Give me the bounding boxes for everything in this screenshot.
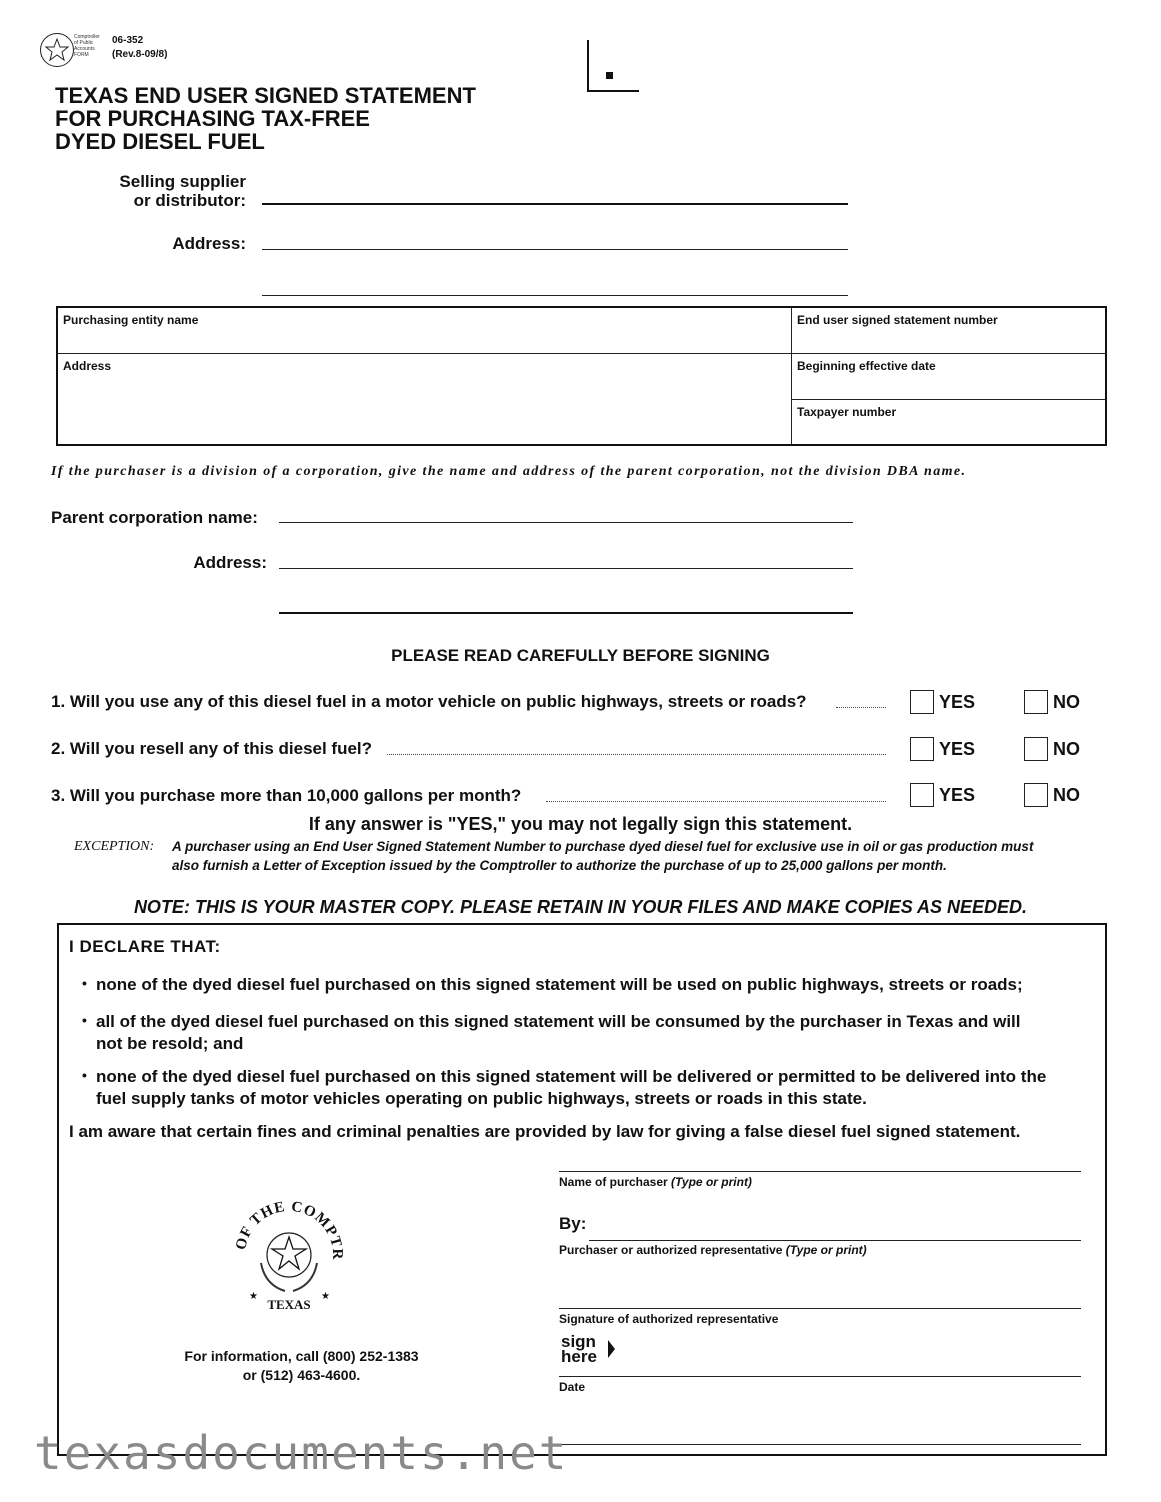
question-2-no-checkbox[interactable] [1024, 737, 1048, 761]
question-3-no-checkbox[interactable] [1024, 783, 1048, 807]
declaration-heading: I DECLARE THAT: [69, 937, 221, 956]
question-3-leader [546, 801, 886, 802]
exception-label: EXCEPTION: [74, 839, 155, 854]
question-2-text: 2. Will you resell any of this diesel fuel? [51, 739, 373, 758]
statement-number-field[interactable] [792, 330, 1104, 352]
seal-ring-text: OF THE COMPTR [233, 1198, 346, 1261]
supplier-name-field[interactable] [262, 203, 848, 205]
sign-here-arrow-icon [608, 1340, 615, 1358]
parent-address-field-1[interactable] [279, 568, 853, 569]
question-1-text: 1. Will you use any of this diesel fuel in a motor vehicle on public highways, streets or roads? [51, 692, 807, 711]
question-2-leader [387, 754, 886, 755]
taxpayer-number-label: Taxpayer number [797, 405, 897, 419]
penalty-awareness: I am aware that certain fines and criminal penalties are provided by law for giving a false diesel fuel signed statement. [69, 1122, 1021, 1141]
parent-name-field[interactable] [279, 522, 853, 523]
date-field[interactable] [559, 1376, 1081, 1377]
taxpayer-number-field[interactable] [792, 422, 1104, 442]
entity-box [56, 306, 1107, 446]
question-2-no-label: NO [1053, 739, 1080, 759]
representative-name-label: Purchaser or authorized representative (Type or print) [559, 1243, 867, 1257]
parent-name-label: Parent corporation name: [51, 508, 258, 527]
statement-number-label: End user signed statement number [797, 313, 998, 327]
question-1-yes-checkbox[interactable] [910, 690, 934, 714]
sign-here-marker: sign here [561, 1332, 597, 1366]
yes-warning: If any answer is "YES," you may not legally sign this statement. [308, 814, 853, 834]
supplier-address-label: Address: [172, 234, 246, 253]
question-3-no-label: NO [1053, 785, 1080, 805]
signature-field[interactable] [559, 1308, 1081, 1309]
registration-square [606, 72, 613, 79]
seal-right-star-icon: ★ [321, 1291, 330, 1302]
contact-info: For information, call (800) 252-1383 or (512) 463-4600. [184, 1348, 419, 1383]
entity-divider-row2 [791, 399, 1105, 400]
seal-emblem-icon [227, 1193, 351, 1317]
bottom-rule [559, 1444, 1081, 1445]
question-3-yes-checkbox[interactable] [910, 783, 934, 807]
question-2-yes-checkbox[interactable] [910, 737, 934, 761]
form-revision: (Rev.8-09/8) [112, 49, 168, 60]
question-1-no-checkbox[interactable] [1024, 690, 1048, 714]
exception-line-2: also furnish a Letter of Exception issued by the Comptroller to authorize the purchase of up to 25,000 gallons per month. [172, 858, 947, 873]
entity-address-label: Address [63, 359, 112, 373]
star-icon [41, 34, 73, 66]
agency-name: Comptroller of Public Accounts FORM [74, 34, 100, 58]
instructions-heading: PLEASE READ CAREFULLY BEFORE SIGNING [391, 646, 770, 665]
site-watermark: texasdocuments.net [34, 1426, 569, 1480]
effective-date-field[interactable] [792, 376, 1104, 398]
declaration-bullet-1: • none of the dyed diesel fuel purchased on this signed statement will be used on public highways, streets or roads; [96, 974, 1023, 996]
master-copy-note: NOTE: THIS IS YOUR MASTER COPY. PLEASE RETAIN IN YOUR FILES AND MAKE COPIES AS NEEDED. [133, 897, 1028, 917]
form-number: 06-352 [112, 35, 144, 46]
by-label: By: [559, 1214, 587, 1233]
representative-name-field[interactable] [589, 1240, 1081, 1241]
seal-state-text: TEXAS [267, 1297, 311, 1312]
effective-date-label: Beginning effective date [797, 359, 936, 373]
declaration-box [57, 923, 1107, 1456]
comptroller-logo [40, 33, 74, 67]
date-label: Date [559, 1380, 586, 1394]
question-1-yes-label: YES [939, 692, 976, 712]
svg-text:OFFICE OF THE COMPTROLLER [227, 1193, 345, 1260]
parent-address-field-2[interactable] [279, 612, 853, 614]
purchasing-entity-name-field[interactable] [58, 330, 790, 352]
question-1-leader [836, 707, 886, 708]
supplier-label: Selling supplier or distributor: [119, 172, 246, 210]
registration-mark [587, 40, 639, 92]
supplier-address-field-1[interactable] [262, 249, 848, 250]
purchaser-name-label: Name of purchaser (Type or print) [559, 1175, 752, 1189]
division-note: If the purchaser is a division of a corporation, give the name and address of the parent corporation, not the division DBA name. [51, 464, 967, 479]
declaration-bullet-3: • none of the dyed diesel fuel purchased on this signed statement will be delivered or permitted to be delivered into the fuel supply tanks of motor vehicles operating on public highways, streets or roads in this state. [96, 1066, 1046, 1110]
purchaser-name-field[interactable] [559, 1171, 1081, 1172]
entity-divider-row1 [58, 353, 1105, 354]
question-3-text: 3. Will you purchase more than 10,000 gallons per month? [51, 786, 522, 805]
declaration-bullet-2: • all of the dyed diesel fuel purchased on this signed statement will be consumed by the purchaser in Texas and will not be resold; and [96, 1011, 1021, 1055]
parent-address-label: Address: [193, 553, 267, 572]
purchasing-entity-name-label: Purchasing entity name [63, 313, 199, 327]
entity-address-field[interactable] [58, 376, 790, 442]
exception-line-1: A purchaser using an End User Signed Statement Number to purchase dyed diesel fuel for exclusive use in oil or gas production must [172, 839, 1034, 854]
comptroller-seal [227, 1193, 351, 1317]
question-1-no-label: NO [1053, 692, 1080, 712]
question-3-yes-label: YES [939, 785, 976, 805]
signature-label: Signature of authorized representative [559, 1312, 779, 1326]
seal-left-star-icon: ★ [249, 1291, 258, 1302]
supplier-address-field-2[interactable] [262, 295, 848, 296]
form-title: TEXAS END USER SIGNED STATEMENT FOR PURCHASING TAX-FREE DYED DIESEL FUEL [55, 83, 476, 154]
question-2-yes-label: YES [939, 739, 976, 759]
